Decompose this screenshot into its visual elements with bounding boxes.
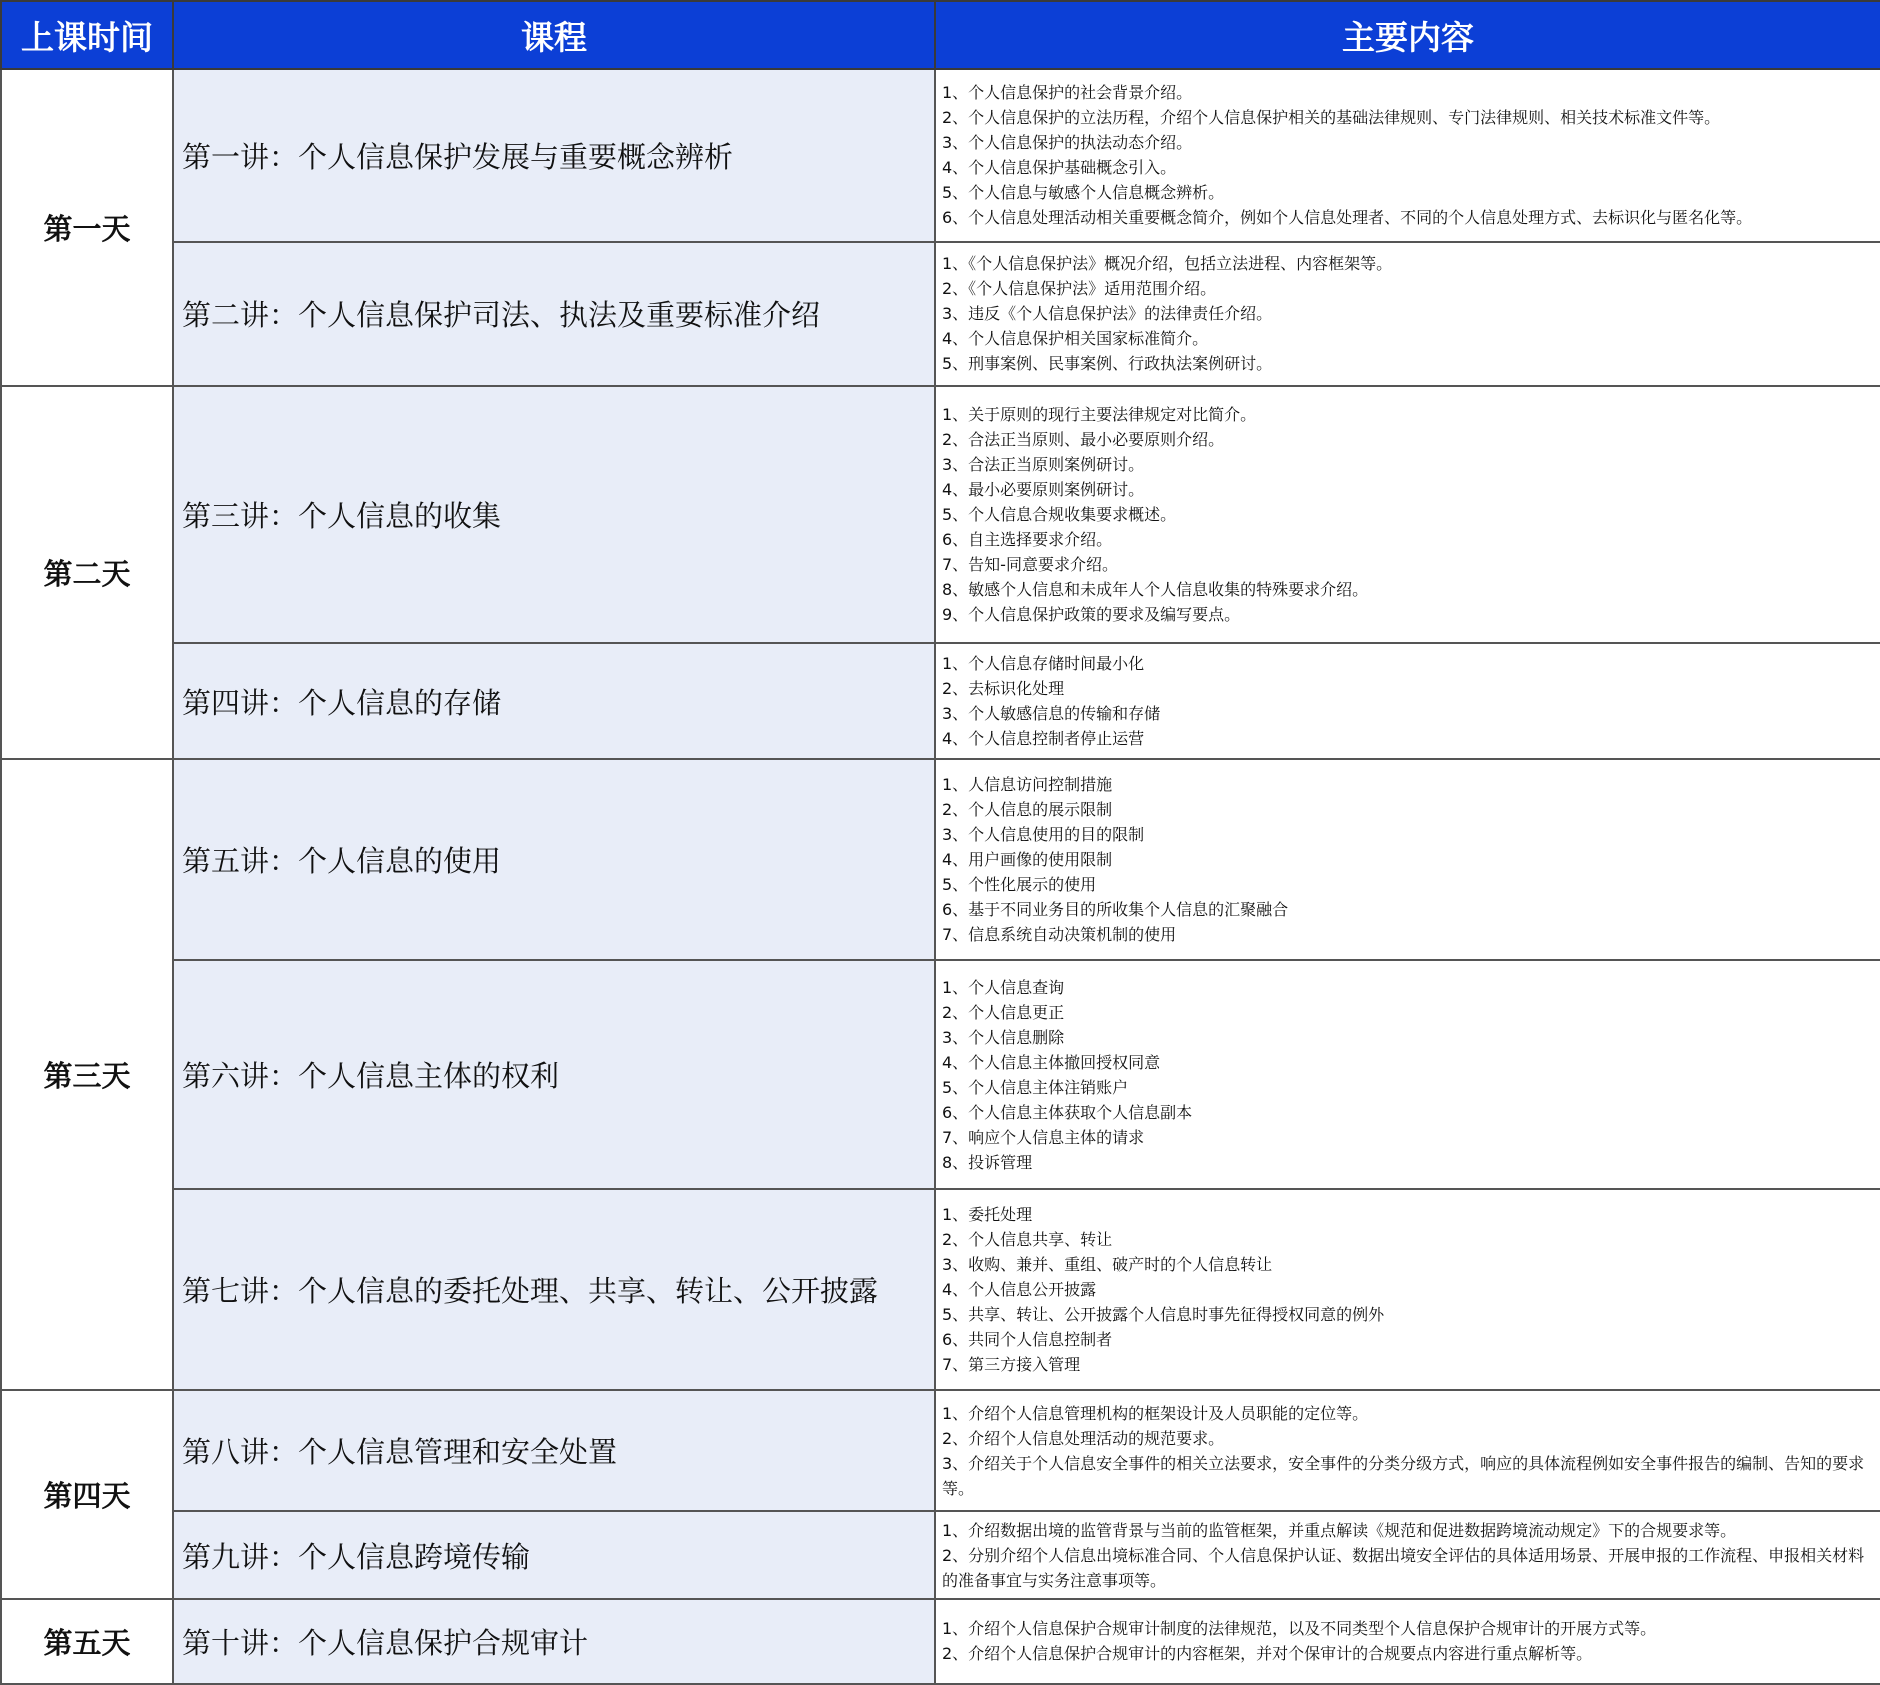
content-item: 1、介绍个人信息保护合规审计制度的法律规范，以及不同类型个人信息保护合规审计的开展方式等。 bbox=[942, 1619, 1657, 1639]
course-title: 第十讲：个人信息保护合规审计 bbox=[173, 1599, 935, 1684]
lecture-row bbox=[1, 643, 1880, 759]
content-item: 9、个人信息保护政策的要求及编写要点。 bbox=[942, 604, 1241, 624]
content-item: 4、个人信息保护相关国家标准简介。 bbox=[942, 329, 1209, 349]
content-cell bbox=[935, 1511, 1880, 1598]
content-item: 1、介绍个人信息管理机构的框架设计及人员职能的定位等。 bbox=[942, 1403, 1369, 1423]
content-item: 2、介绍个人信息保护合规审计的内容框架，并对个保审计的合规要点内容进行重点解析等。 bbox=[942, 1644, 1593, 1664]
content-cell bbox=[935, 69, 1880, 242]
content-list bbox=[942, 772, 1874, 947]
content-item: 1、人信息访问控制措施 bbox=[942, 774, 1113, 794]
content-item: 6、个人信息主体获取个人信息副本 bbox=[942, 1102, 1193, 1122]
content-list bbox=[942, 402, 1874, 627]
content-list bbox=[942, 1401, 1874, 1501]
content-item: 2、《个人信息保护法》适用范围介绍。 bbox=[942, 279, 1217, 299]
content-item: 1、《个人信息保护法》概况介绍，包括立法进程、内容框架等。 bbox=[942, 254, 1393, 274]
content-cell bbox=[935, 643, 1880, 759]
course-title: 第六讲：个人信息主体的权利 bbox=[173, 960, 935, 1189]
content-cell bbox=[935, 960, 1880, 1189]
content-item: 2、个人信息共享、转让 bbox=[942, 1230, 1113, 1250]
content-item: 4、最小必要原则案例研讨。 bbox=[942, 479, 1145, 499]
content-item: 2、介绍个人信息处理活动的规范要求。 bbox=[942, 1428, 1225, 1448]
content-item: 5、个人信息合规收集要求概述。 bbox=[942, 504, 1177, 524]
content-item: 2、个人信息更正 bbox=[942, 1002, 1065, 1022]
content-item: 1、介绍数据出境的监管背景与当前的监管框架，并重点解读《规范和促进数据跨境流动规定》下的合规要求等。 bbox=[942, 1520, 1737, 1540]
content-item: 1、委托处理 bbox=[942, 1205, 1033, 1225]
content-item: 6、基于不同业务目的所收集个人信息的汇聚融合 bbox=[942, 899, 1289, 919]
course-title: 第五讲：个人信息的使用 bbox=[173, 759, 935, 960]
content-list bbox=[942, 651, 1874, 751]
header-content: 主要内容 bbox=[935, 1, 1880, 69]
content-item: 2、个人信息保护的立法历程，介绍个人信息保护相关的基础法律规则、专门法律规则、相关技术标准文件等。 bbox=[942, 108, 1721, 128]
course-title: 第七讲：个人信息的委托处理、共享、转让、公开披露 bbox=[173, 1189, 935, 1390]
content-item: 3、违反《个人信息保护法》的法律责任介绍。 bbox=[942, 304, 1273, 324]
content-item: 3、收购、兼并、重组、破产时的个人信息转让 bbox=[942, 1255, 1273, 1275]
course-title: 第二讲：个人信息保护司法、执法及重要标准介绍 bbox=[173, 242, 935, 386]
content-item: 1、个人信息存储时间最小化 bbox=[942, 654, 1145, 674]
day-label: 第二天 bbox=[1, 386, 173, 759]
day-label: 第三天 bbox=[1, 759, 173, 1390]
content-item: 2、分别介绍个人信息出境标准合同、个人信息保护认证、数据出境安全评估的具体适用场景、开展申报的工作流程、申报相关材料的准备事宜与实务注意事项等。 bbox=[942, 1545, 1865, 1590]
content-item: 7、信息系统自动决策机制的使用 bbox=[942, 924, 1177, 944]
content-cell bbox=[935, 386, 1880, 644]
content-cell bbox=[935, 1390, 1880, 1511]
lecture-row bbox=[1, 759, 1880, 960]
content-cell bbox=[935, 759, 1880, 960]
content-item: 3、合法正当原则案例研讨。 bbox=[942, 454, 1145, 474]
content-item: 1、关于原则的现行主要法律规定对比简介。 bbox=[942, 404, 1257, 424]
content-item: 4、个人信息控制者停止运营 bbox=[942, 729, 1145, 749]
content-item: 8、敏感个人信息和未成年人个人信息收集的特殊要求介绍。 bbox=[942, 579, 1369, 599]
course-title: 第九讲：个人信息跨境传输 bbox=[173, 1511, 935, 1598]
lecture-row bbox=[1, 386, 1880, 644]
content-item: 5、个性化展示的使用 bbox=[942, 874, 1097, 894]
lecture-row bbox=[1, 1390, 1880, 1511]
header-time: 上课时间 bbox=[1, 1, 173, 69]
day-label: 第一天 bbox=[1, 69, 173, 386]
course-title: 第三讲：个人信息的收集 bbox=[173, 386, 935, 644]
content-item: 7、响应个人信息主体的请求 bbox=[942, 1127, 1145, 1147]
content-item: 3、介绍关于个人信息安全事件的相关立法要求，安全事件的分类分级方式，响应的具体流程例如安全事件报告的编制、告知的要求等。 bbox=[942, 1453, 1865, 1498]
content-item: 1、个人信息查询 bbox=[942, 977, 1065, 997]
content-list bbox=[942, 1202, 1874, 1377]
content-list bbox=[942, 80, 1874, 230]
content-item: 3、个人信息删除 bbox=[942, 1027, 1065, 1047]
content-item: 4、个人信息保护基础概念引入。 bbox=[942, 158, 1177, 178]
content-item: 4、用户画像的使用限制 bbox=[942, 849, 1113, 869]
content-item: 2、去标识化处理 bbox=[942, 679, 1065, 699]
content-item: 5、共享、转让、公开披露个人信息时事先征得授权同意的例外 bbox=[942, 1305, 1385, 1325]
course-title: 第一讲：个人信息保护发展与重要概念辨析 bbox=[173, 69, 935, 242]
course-title: 第四讲：个人信息的存储 bbox=[173, 643, 935, 759]
lecture-row bbox=[1, 1189, 1880, 1390]
content-list bbox=[942, 1616, 1874, 1666]
header-row bbox=[1, 1, 1880, 69]
content-item: 5、刑事案例、民事案例、行政执法案例研讨。 bbox=[942, 354, 1273, 374]
content-item: 3、个人敏感信息的传输和存储 bbox=[942, 704, 1161, 724]
content-list bbox=[942, 251, 1874, 376]
content-cell bbox=[935, 1189, 1880, 1390]
content-item: 7、告知-同意要求介绍。 bbox=[942, 554, 1118, 574]
content-item: 6、个人信息处理活动相关重要概念简介，例如个人信息处理者、不同的个人信息处理方式、去标识化与匿名化等。 bbox=[942, 208, 1753, 228]
content-item: 2、个人信息的展示限制 bbox=[942, 799, 1113, 819]
content-item: 3、个人信息使用的目的限制 bbox=[942, 824, 1145, 844]
content-item: 4、个人信息公开披露 bbox=[942, 1280, 1097, 1300]
lecture-row bbox=[1, 242, 1880, 386]
content-item: 7、第三方接入管理 bbox=[942, 1355, 1081, 1375]
content-item: 6、共同个人信息控制者 bbox=[942, 1330, 1113, 1350]
course-title: 第八讲：个人信息管理和安全处置 bbox=[173, 1390, 935, 1511]
content-item: 1、个人信息保护的社会背景介绍。 bbox=[942, 83, 1193, 103]
lecture-row bbox=[1, 69, 1880, 242]
content-item: 3、个人信息保护的执法动态介绍。 bbox=[942, 133, 1193, 153]
content-item: 8、投诉管理 bbox=[942, 1152, 1033, 1172]
content-item: 2、合法正当原则、最小必要原则介绍。 bbox=[942, 429, 1225, 449]
lecture-row bbox=[1, 1511, 1880, 1598]
lecture-row bbox=[1, 1599, 1880, 1684]
content-list bbox=[942, 1518, 1874, 1593]
day-label: 第四天 bbox=[1, 1390, 173, 1599]
content-item: 4、个人信息主体撤回授权同意 bbox=[942, 1052, 1161, 1072]
day-label: 第五天 bbox=[1, 1599, 173, 1684]
header-course: 课程 bbox=[173, 1, 935, 69]
lecture-row bbox=[1, 960, 1880, 1189]
schedule-body bbox=[1, 69, 1880, 1684]
content-list bbox=[942, 975, 1874, 1175]
content-item: 5、个人信息与敏感个人信息概念辨析。 bbox=[942, 183, 1225, 203]
content-cell bbox=[935, 1599, 1880, 1684]
content-item: 5、个人信息主体注销账户 bbox=[942, 1077, 1129, 1097]
content-item: 6、自主选择要求介绍。 bbox=[942, 529, 1113, 549]
content-cell bbox=[935, 242, 1880, 386]
